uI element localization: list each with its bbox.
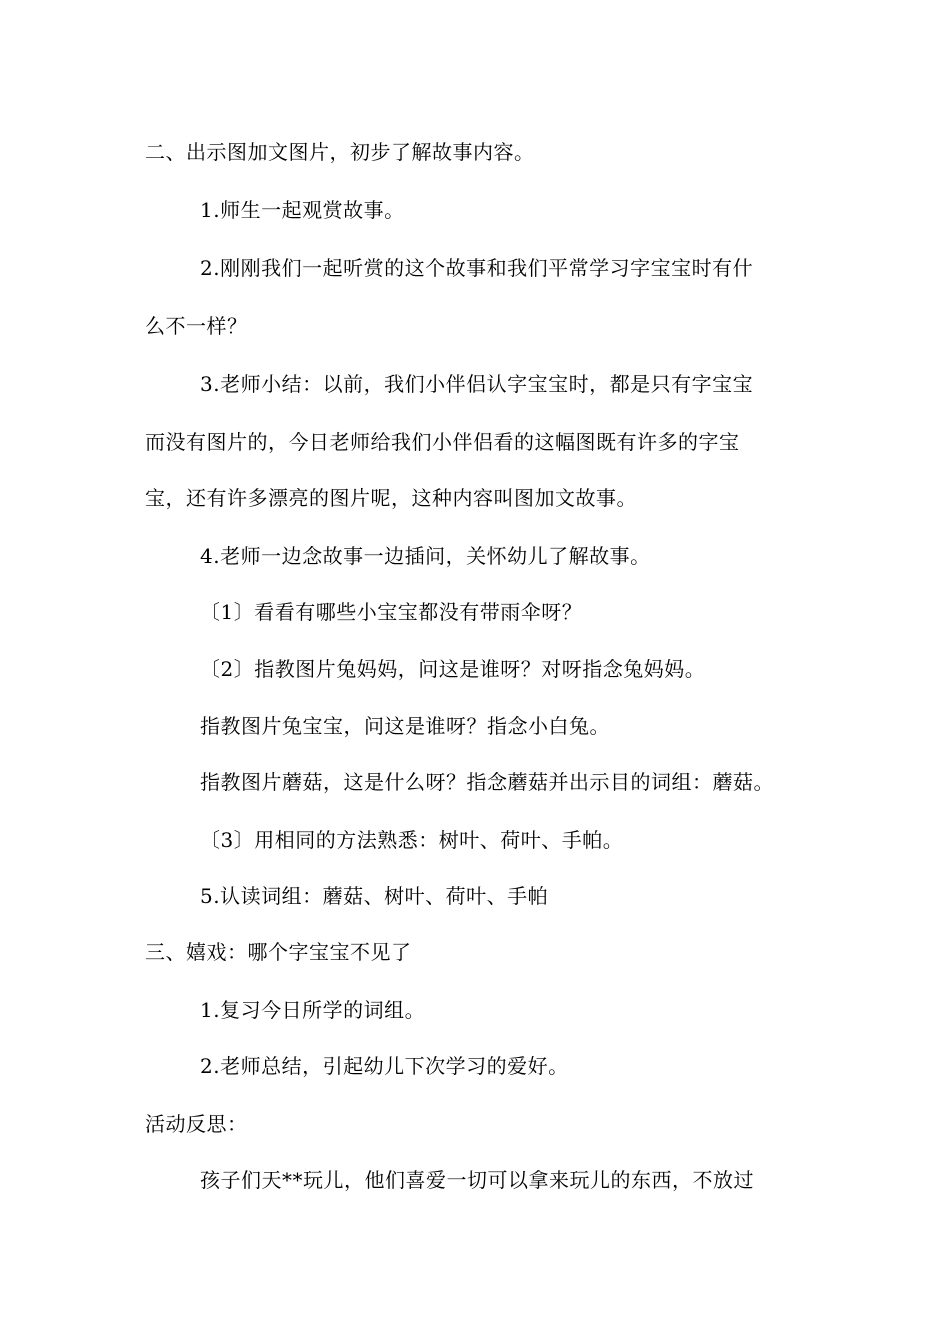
paragraph-game-step-1: 1.复习今日所学的词组。: [200, 998, 426, 1022]
paragraph-step-2-line-1: 2.刚刚我们一起听赏的这个故事和我们平常学习字宝宝时有什: [200, 256, 754, 280]
paragraph-step-3-line-3: 宝，还有许多漂亮的图片呢，这种内容叫图加文故事。: [145, 486, 637, 510]
paragraph-item-3: 〔3〕用相同的方法熟悉：树叶、荷叶、手帕。: [200, 828, 624, 852]
paragraph-item-2-rabbit: 指教图片兔宝宝，问这是谁呀？指念小白兔。: [200, 714, 610, 738]
paragraph-step-5: 5.认读词组：蘑菇、树叶、荷叶、手帕: [200, 884, 549, 908]
paragraph-step-3-line-2: 而没有图片的，今日老师给我们小伴侣看的这幅图既有许多的字宝: [145, 430, 740, 454]
paragraph-item-2-mushroom: 指教图片蘑菇，这是什么呀？指念蘑菇并出示目的词组：蘑菇。: [200, 770, 774, 794]
paragraph-step-4: 4.老师一边念故事一边插问，关怀幼儿了解故事。: [200, 544, 651, 568]
paragraph-step-2-line-2: 么不一样？: [145, 314, 248, 338]
paragraph-step-3-line-1: 3.老师小结：以前，我们小伴侣认字宝宝时，都是只有字宝宝: [200, 372, 754, 396]
section-heading-2: 二、出示图加文图片，初步了解故事内容。: [145, 140, 535, 164]
section-heading-3: 三、嬉戏：哪个字宝宝不见了: [145, 940, 412, 964]
paragraph-step-1: 1.师生一起观赏故事。: [200, 198, 405, 222]
paragraph-game-step-2: 2.老师总结，引起幼儿下次学习的爱好。: [200, 1054, 569, 1078]
paragraph-reflection: 孩子们天**玩儿，他们喜爱一切可以拿来玩儿的东西，不放过: [200, 1168, 754, 1192]
paragraph-item-1: 〔1〕看看有哪些小宝宝都没有带雨伞呀？: [200, 600, 583, 624]
paragraph-item-2: 〔2〕指教图片兔妈妈，问这是谁呀？对呀指念兔妈妈。: [200, 657, 706, 681]
section-heading-reflection: 活动反思：: [145, 1112, 248, 1136]
